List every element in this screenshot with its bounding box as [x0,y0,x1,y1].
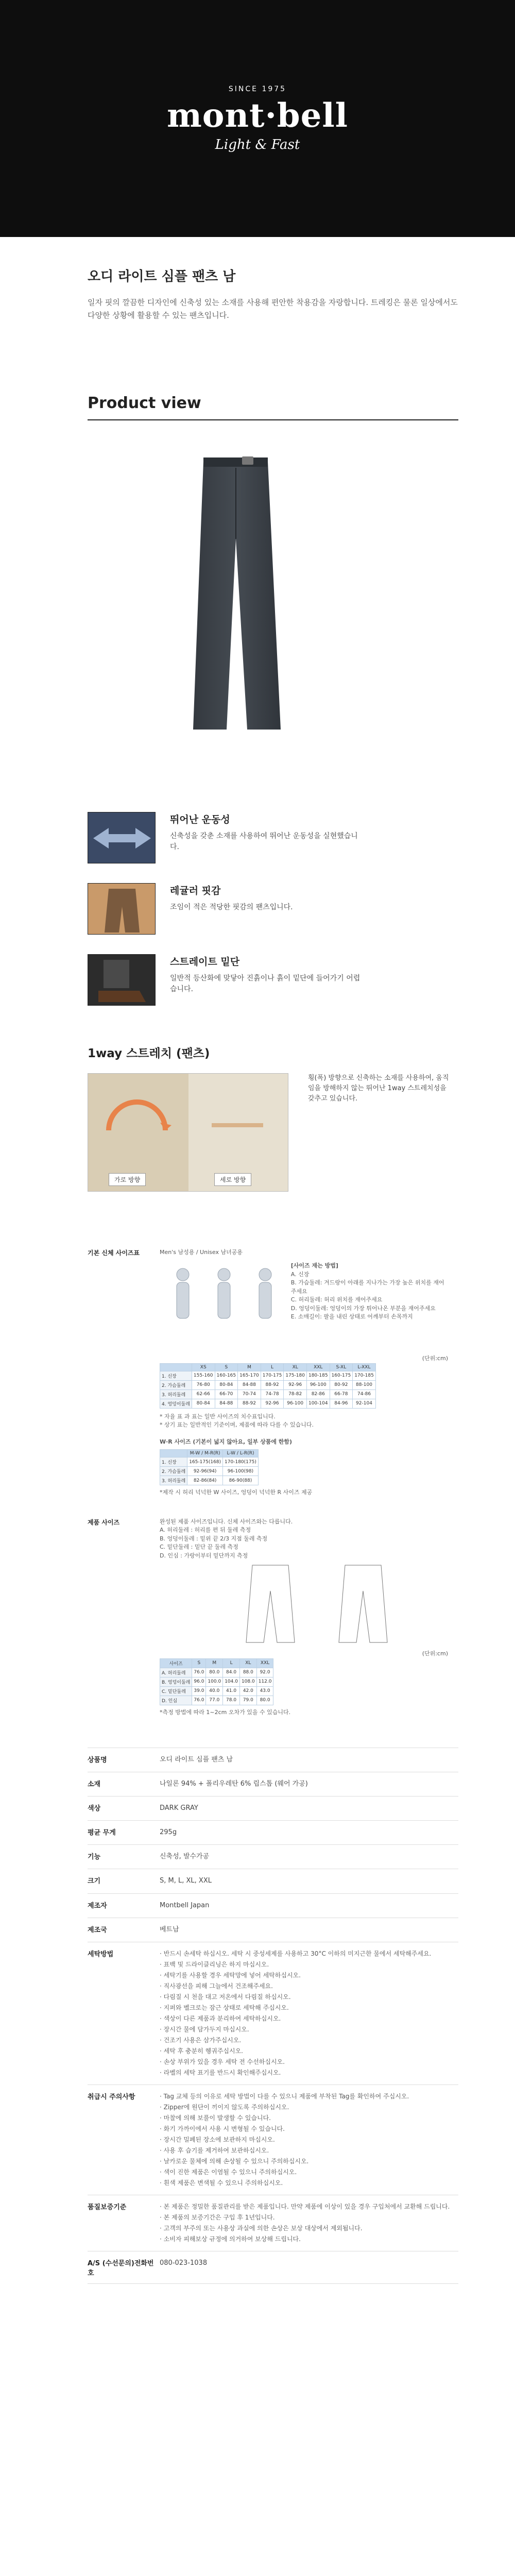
table-cell: 82-86 [306,1389,330,1399]
spec-key: 색상 [88,1805,101,1813]
quality-item: · 고객의 부주의 또는 사용상 과실에 의한 손상은 보상 대상에서 제외됩니다. [160,2224,363,2232]
caution-list [160,2091,409,2189]
stretch-image [88,1073,288,1192]
table-header-cell: M-W / M-R(R) [187,1450,223,1458]
table-cell: 76.0 [192,1696,206,1705]
table-cell: D. 인심 [160,1696,192,1705]
spec-key: 제조자 [88,1902,107,1910]
table-row [160,1399,376,1408]
table-cell: 42.0 [239,1686,256,1696]
table-header-row [160,1658,273,1668]
table-header-cell [160,1450,187,1458]
table-row [160,1380,376,1389]
spec-row [88,1869,458,1893]
feature-title: 레귤러 핏감 [170,885,221,896]
wash-item: · 손상 부위가 있을 경우 세탁 전 수선하십시오. [160,2058,285,2065]
feature-body: 조임이 적은 적당한 핏감의 팬츠입니다. [170,903,293,911]
table-cell: 78-82 [284,1389,307,1399]
table-cell: 92-104 [353,1399,376,1408]
table-cell: 88-92 [238,1399,261,1408]
table-row [160,1668,273,1677]
spec-key: 제조국 [88,1926,107,1934]
wash-item: · 직사광선을 피해 그늘에서 건조해주세요. [160,1982,273,1990]
table-cell: 104.0 [223,1677,240,1686]
measure-line: D. 엉덩이둘레: 엉덩이의 가장 튀어나온 부분을 재어주세요 [290,1304,436,1312]
table-cell: 96-100(98) [223,1467,259,1476]
section-title-product-view: Product view [88,394,201,412]
wash-item: · 표백 및 드라이클리닝은 하지 마십시오. [160,1960,269,1968]
table-cell: 155-160 [192,1371,215,1380]
ww-note: *제작 시 허리 넉넉한 W 사이즈, 엉덩이 넉넉한 R 사이즈 제공 [160,1489,313,1496]
wash-list [160,1948,431,2078]
table-cell: 100-104 [306,1399,330,1408]
caution-label: 취급시 주의사항 [88,2093,135,2101]
table-header-cell: L-W / L-R(R) [223,1450,259,1458]
table-cell: 170-180(175) [223,1458,259,1467]
product-size-line: D. 인심 : 가랑이부터 밑단까지 측정 [160,1552,248,1559]
table-cell: 112.0 [256,1677,273,1686]
product-size-line: C. 밑단둘레 : 밑단 끝 둘레 측정 [160,1544,238,1550]
table-cell: 79.0 [239,1696,256,1705]
fit-icon [88,884,156,935]
hem-icon [88,955,156,1006]
spec-row [88,1820,458,1844]
spec-value: 베트남 [160,1925,179,1934]
caution-item: · 마찰에 의해 보풀이 발생할 수 있습니다. [160,2114,271,2122]
product-view-section [0,343,515,740]
table-cell: 165-170 [238,1371,261,1380]
wash-item: · 건조기 사용은 삼가주십시오. [160,2036,242,2044]
table-cell: 66-78 [330,1389,353,1399]
spec-key: 기능 [88,1853,101,1861]
table-row [160,1371,376,1380]
table-header-cell: M [238,1363,261,1371]
wash-item: · 반드시 손세탁 하십시오. 세탁 시 중성세제를 사용하고 30°C 이하의 미지근한 물에서 세탁해주세요. [160,1950,432,1957]
brand-tagline: Light & Fast [215,137,300,152]
caution-item: · Zipper에 원단이 끼이지 않도록 주의하십시오. [160,2103,289,2111]
body-size-label: 기본 신체 사이즈표 [88,1249,140,1257]
spec-row [88,1844,458,1869]
wash-item: · 세탁기를 사용할 경우 세탁망에 넣어 세탁하십시오. [160,1971,301,1979]
table-cell: 86-90(88) [223,1476,259,1485]
as-phone: 080-023-1038 [160,2259,208,2267]
product-size-line: B. 엉덩이둘레 : 밑위 끝 2/3 지점 둘레 측정 [160,1535,268,1542]
body-figures [160,1262,448,1354]
wash-item: · 라벨의 세탁 표기를 반드시 확인해주십시오. [160,2069,281,2076]
measure-title: [사이즈 재는 방법] [290,1262,338,1269]
product-header [0,237,515,343]
ww-title: W·R 사이즈 (기본이 넓지 않아요, 일부 상품에 한함) [160,1438,293,1445]
table-cell: 43.0 [256,1686,273,1696]
body-size-content [160,1248,448,1497]
product-image [0,420,515,740]
table-header-cell: XL [239,1658,256,1668]
product-size-row [88,1518,515,1717]
measure-guide [291,1262,448,1354]
feature-image-fit [88,883,156,935]
brand-hero [0,0,515,237]
table-header-cell [160,1363,192,1371]
product-size-label: 제품 사이즈 [88,1518,120,1526]
brand-logo: mont·bell [167,96,348,135]
table-cell: B. 엉덩이둘레 [160,1677,192,1686]
feature-title: 스트레이트 밑단 [170,956,240,968]
table-cell: 80-84 [192,1399,215,1408]
table-row [160,1476,259,1485]
table-cell: 1. 신장 [160,1458,187,1467]
spec-value: 오디 라이트 심플 팬츠 남 [160,1756,233,1764]
body-size-row [88,1248,515,1497]
caution-item: · 장시간 밀폐된 장소에 보관하지 마십시오. [160,2136,275,2143]
caution-item: · 색이 진한 제품은 이염될 수 있으니 주의하십시오. [160,2168,297,2176]
table-cell: 100.0 [206,1677,223,1686]
table-cell: 74-86 [353,1389,376,1399]
feature-item [88,883,515,935]
table-header-row [160,1363,376,1371]
spec-value: 신축성, 발수가공 [160,1853,210,1861]
table-header-cell: XXL [256,1658,273,1668]
table-cell: 39.0 [192,1686,206,1696]
table-header-row [160,1450,259,1458]
size-chart-section [0,1192,515,1717]
feature-body: 일반적 등산화에 맞닿아 진흙이나 흙이 밑단에 들어가기 어렵습니다. [170,974,360,994]
table-cell: 170-175 [261,1371,284,1380]
product-size-desc: 완성된 제품 사이즈입니다. 신체 사이즈와는 다릅니다. [160,1518,293,1525]
tag-vertical: 세로 방향 [214,1173,251,1186]
table-header-cell: 사이즈 [160,1658,192,1668]
feature-title: 뛰어난 운동성 [170,814,230,825]
body-size-sub: Men's 남성용 / Unisex 남녀공용 [160,1248,243,1256]
table-cell: 2. 가슴둘레 [160,1467,187,1476]
table-cell: 170-185 [353,1371,376,1380]
feature-text [170,883,366,913]
table-cell: 160-165 [215,1371,238,1380]
table-cell: 92.0 [256,1668,273,1677]
wash-item: · 장시간 물에 담가두지 마십시오. [160,2025,249,2033]
table-cell: 76-80 [192,1380,215,1389]
quality-item: · 본 제품의 보증기간은 구입 후 1년입니다. [160,2213,275,2221]
stretch-icon [88,812,156,863]
table-cell: 82-86(84) [187,1476,223,1485]
quality-item: · 본 제품은 정밀한 품질관리를 받은 제품입니다. 만약 제품에 이상이 있을 경우 구입처에서 교환해 드립니다. [160,2202,450,2210]
product-description: 일자 핏의 깔끔한 디자인에 신축성 있는 소재를 사용해 편안한 착용감을 자랑합니다. 트레킹은 물론 일상에서도 다양한 상황에 활용할 수 있는 팬츠입니다. [88,298,458,320]
stretch-body: 횡(폭) 방향으로 신축하는 소재를 사용하여, 움직임을 방해하지 않는 뛰어난 1way 스트레치성을 갖추고 있습니다. [308,1074,449,1103]
table-header-cell: S [192,1658,206,1668]
quality-list [160,2201,450,2245]
tag-horizontal: 가로 방향 [109,1173,146,1186]
spec-row [88,1772,458,1796]
specs-list [88,1748,458,2284]
table-header-cell: XL [284,1363,307,1371]
spec-row [88,1918,458,1942]
feature-item [88,812,515,863]
table-cell: 70-74 [238,1389,261,1399]
table-cell: 3. 허리둘레 [160,1476,187,1485]
spec-key: 소재 [88,1781,101,1789]
product-size-note: *측정 방법에 따라 1~2cm 오차가 있을 수 있습니다. [160,1708,291,1716]
caution-item: · 사용 후 습기를 제거하여 보관하십시오. [160,2146,269,2154]
spec-value: 나일론 94% + 폴리우레탄 6% 립스톱 (웨어 가공) [160,1780,308,1788]
table-cell: 88.0 [239,1668,256,1677]
table-cell: 84-88 [238,1380,261,1389]
measure-line: C. 허리둘레: 허리 위치를 재어주세요 [290,1296,383,1303]
table-header-cell: XS [192,1363,215,1371]
table-cell: 1. 신장 [160,1371,192,1380]
product-size-line: A. 허리둘레 : 허리를 편 뒤 둘레 측정 [160,1527,251,1533]
product-size-table [160,1658,273,1705]
table-row [160,1467,259,1476]
spec-value: Montbell Japan [160,1901,210,1909]
wash-item: · 다림질 시 천을 대고 저온에서 다림질 하십시오. [160,1993,291,2001]
spec-row [88,1893,458,1918]
product-size-content [160,1518,448,1717]
brand-since: SINCE 1975 [228,84,287,93]
spec-key: 상품명 [88,1756,107,1764]
caution-item: · 날카로운 물체에 의해 손상될 수 있으니 주의하십시오. [160,2157,309,2165]
table-cell: 3. 허리둘레 [160,1389,192,1399]
as-row [88,2251,458,2284]
table-cell: 96-100 [306,1380,330,1389]
product-measure-diagram [160,1560,448,1648]
table-cell: 92-96 [261,1399,284,1408]
feature-text [170,954,366,995]
table-cell: 96-100 [284,1399,307,1408]
specs-section [0,1748,515,2284]
table-cell: 165-175(168) [187,1458,223,1467]
table-cell: 84-88 [215,1399,238,1408]
table-cell: 78.0 [223,1696,240,1705]
spec-row [88,1796,458,1820]
wash-row [88,1942,458,2084]
table-cell: 2. 가슴둘레 [160,1380,192,1389]
table-header-cell: L [223,1658,240,1668]
table-cell: 66-70 [215,1389,238,1399]
spec-value: S, M, L, XL, XXL [160,1877,212,1885]
pants-image [0,420,515,740]
product-title: 오디 라이트 심플 팬츠 남 [88,269,236,284]
stretch-section [0,1025,515,1192]
table-cell: 74-78 [261,1389,284,1399]
caution-item: · 흰색 제품은 변색될 수 있으니 주의하십시오. [160,2179,283,2187]
table-cell: 88-100 [353,1380,376,1389]
table-cell: 80-84 [215,1380,238,1389]
measure-line: A. 신장 [290,1270,310,1278]
wash-item: · 세탁 후 충분히 헹궈주십시오. [160,2047,243,2055]
table-cell: 40.0 [206,1686,223,1696]
stretch-row [88,1073,515,1192]
table-header-cell: M [206,1658,223,1668]
caution-item: · 화기 가까이에서 사용 시 변형될 수 있습니다. [160,2125,285,2132]
features-section [0,740,515,1006]
feature-image-stretch [88,812,156,863]
table-row [160,1686,273,1696]
table-cell: 175-180 [284,1371,307,1380]
table-header-cell: L-XXL [353,1363,376,1371]
feature-item [88,954,515,1006]
table-cell: 80-92 [330,1380,353,1389]
table-header-cell: S [215,1363,238,1371]
unit-label: (단위:cm) [422,1355,448,1362]
table-cell: 76.0 [192,1668,206,1677]
quality-row [88,2195,458,2251]
table-cell: 160-175 [330,1371,353,1380]
spec-value: 295g [160,1828,177,1837]
table-cell: C. 밑단둘레 [160,1686,192,1696]
table-cell: 77.0 [206,1696,223,1705]
size-note: * 자율 표 과 표는 일반 사이즈의 치수표입니다. * 상기 표는 일반적인 기준이며, 제품에 따라 다를 수 있습니다. [160,1413,314,1428]
as-label: A/S (수선문의)전화번호 [88,2259,154,2277]
spec-value: DARK GRAY [160,1804,198,1812]
feature-body: 신축성을 갖춘 소재를 사용하여 뛰어난 운동성을 실현했습니다. [170,832,358,852]
ww-table [160,1449,259,1485]
body-figure-illustration [160,1262,284,1354]
table-header-cell: S-XL [330,1363,353,1371]
table-cell: 84-96 [330,1399,353,1408]
table-cell: 92-96 [284,1380,307,1389]
table-cell: 96.0 [192,1677,206,1686]
table-cell: 80.0 [256,1696,273,1705]
wash-label: 세탁방법 [88,1950,114,1958]
table-cell: 84.0 [223,1668,240,1677]
quality-item: · 소비자 피해보상 규정에 의거하여 보상해 드립니다. [160,2235,301,2243]
quality-label: 품질보증기준 [88,2203,127,2211]
caution-item: · Tag 교체 등의 이유로 세탁 방법이 다를 수 있으니 제품에 부착된 Tag를 확인하여 주십시오. [160,2092,409,2100]
wash-item: · 지퍼와 벨크로는 잠근 상태로 세탁해 주십시오. [160,2004,289,2011]
table-cell: 108.0 [239,1677,256,1686]
table-cell: 180-185 [306,1371,330,1380]
table-cell: 80.0 [206,1668,223,1677]
size-table [160,1363,376,1409]
stretch-title: 1way 스트레치 (팬츠) [88,1046,210,1060]
table-cell: 88-92 [261,1380,284,1389]
spec-key: 크기 [88,1877,101,1886]
table-cell: 62-66 [192,1389,215,1399]
measure-line: B. 가슴둘레: 겨드랑이 아래를 지나가는 가장 높은 위치를 재어주세요 [290,1279,444,1295]
table-header-cell: L [261,1363,284,1371]
table-header-cell: XXL [306,1363,330,1371]
table-cell: 41.0 [223,1686,240,1696]
measure-line: E. 소매길이: 팔을 내린 상태로 어깨부터 손목까지 [290,1313,413,1320]
feature-image-hem [88,954,156,1006]
table-cell: A. 허리둘레 [160,1668,192,1677]
caution-row [88,2084,458,2195]
spec-key: 평균 무게 [88,1829,116,1837]
table-cell: 92-96(94) [187,1467,223,1476]
table-row [160,1389,376,1399]
wash-item: · 색상이 다른 제품과 분리하여 세탁하십시오. [160,2014,281,2022]
feature-text [170,812,366,853]
spec-row [88,1748,458,1772]
table-row [160,1458,259,1467]
table-row [160,1677,273,1686]
product-size-unit: (단위:cm) [422,1650,448,1657]
table-row [160,1696,273,1705]
table-cell: 4. 엉덩이둘레 [160,1399,192,1408]
